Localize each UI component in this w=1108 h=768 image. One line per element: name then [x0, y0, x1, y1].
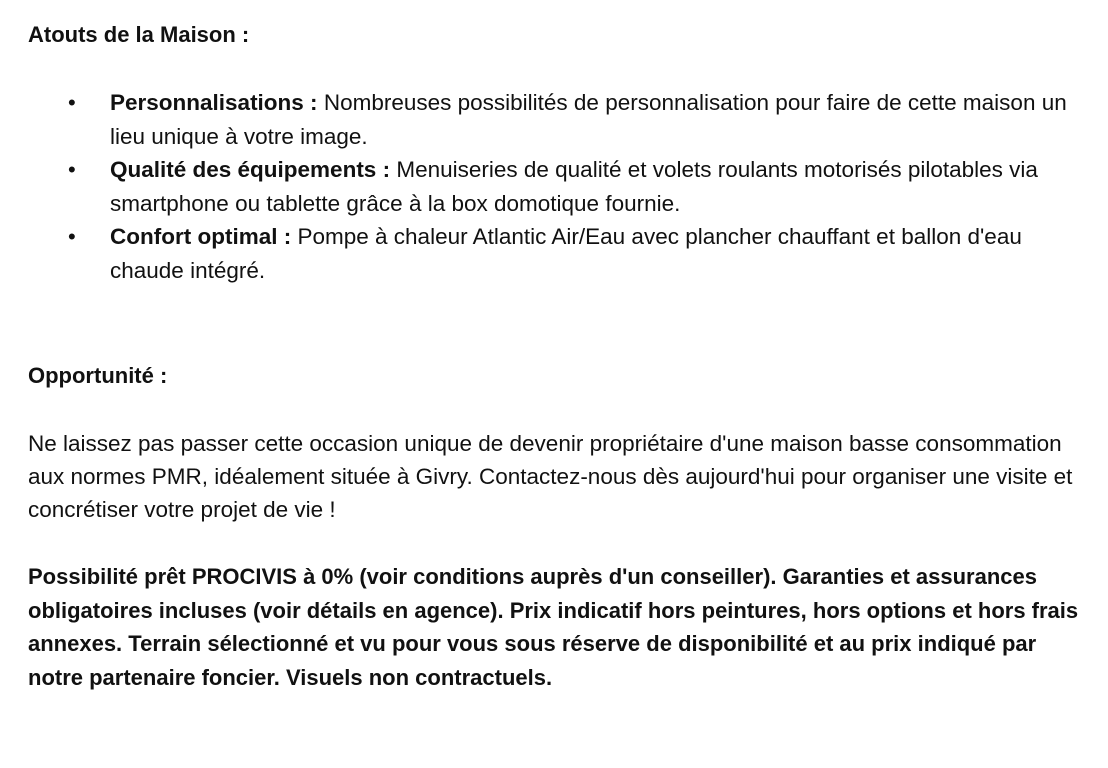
list-item — [68, 220, 1080, 287]
feature-text: Pompe à chaleur Atlantic Air/Eau avec plancher chauffant et ballon d'eau chaude intégré. — [110, 224, 1022, 283]
feature-title: Personnalisations : — [110, 90, 318, 115]
list-item — [68, 153, 1080, 220]
bullet-icon: • — [68, 157, 76, 182]
bullet-icon: • — [68, 224, 76, 249]
feature-text: Menuiseries de qualité et volets roulants motorisés pilotables via smartphone ou tablette grâce à la box domotique fournie. — [110, 157, 1038, 216]
list-item — [68, 86, 1080, 153]
atouts-heading: Atouts de la Maison : — [28, 22, 250, 47]
opportunity-paragraph: Ne laissez pas passer cette occasion unique de devenir propriétaire d'une maison basse consommation aux normes PMR, idéalement située à Givry. Contactez-nous dès aujourd'hui pour organiser une visite et concrétiser votre projet de vie ! — [28, 431, 1073, 522]
features-list — [28, 86, 1080, 287]
feature-title: Qualité des équipements : — [110, 157, 391, 182]
opportunity-heading: Opportunité : — [28, 363, 168, 388]
bullet-icon: • — [68, 90, 76, 115]
disclaimer-paragraph: Possibilité prêt PROCIVIS à 0% (voir conditions auprès d'un conseiller). Garanties et assurances obligatoires incluses (voir détails en agence). Prix indicatif hors peintures, hors options et hors frais annexes. Terrain sélectionné et vu pour vous sous réserve de disponibilité et au prix indiqué par notre partenaire foncier. Visuels non contractuels. — [28, 564, 1079, 690]
listing-description — [28, 18, 1080, 694]
feature-title: Confort optimal : — [110, 224, 292, 249]
feature-text: Nombreuses possibilités de personnalisation pour faire de cette maison un lieu unique à votre image. — [110, 90, 1067, 149]
